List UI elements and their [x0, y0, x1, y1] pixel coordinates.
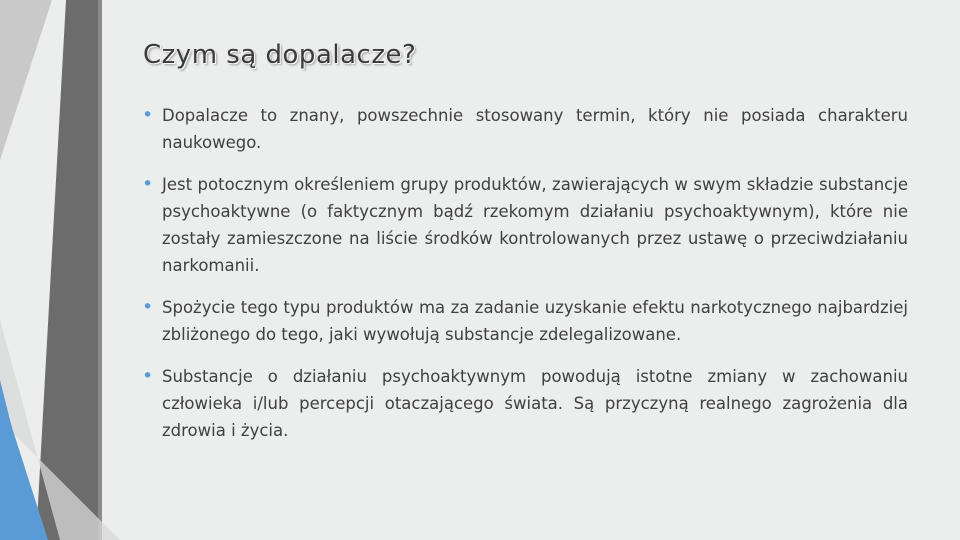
bullet-marker: • — [142, 173, 154, 195]
bullet-text: Spożycie tego typu produktów ma za zadanie uzyskanie efektu narkotycznego najbardziej zbliżonego do tego, jaki wywołują substancje zdelegalizowane. — [162, 298, 908, 344]
light-gray-band — [0, 0, 52, 160]
bullet-marker: • — [142, 365, 154, 387]
slide-title: Czym są dopalacze? — [143, 40, 417, 70]
bullet-item — [142, 171, 908, 279]
bullet-list — [142, 102, 908, 459]
bullet-text: Jest potocznym określeniem grupy produktów, zawierających w swym składzie substancje psychoaktywne (o faktycznym bądź rzekomym działaniu psychoaktywnym), które nie zostały zamieszczone na liście środków kontrolowanych przez ustawę o przeciwdziałaniu narkomanii. — [162, 175, 908, 275]
bullet-item — [142, 102, 908, 156]
bullet-marker: • — [142, 296, 154, 318]
gray-diagonal-band — [98, 0, 102, 540]
bullet-text: Dopalacze to znany, powszechnie stosowany termin, który nie posiada charakteru naukowego. — [162, 106, 908, 152]
bullet-item — [142, 363, 908, 444]
dark-gray-bar — [36, 0, 98, 540]
bullet-text: Substancje o działaniu psychoaktywnym powodują istotne zmiany w zachowaniu człowieka i/lub percepcji otaczającego świata. Są przyczyną realnego zagrożenia dla zdrowia i życia. — [162, 367, 908, 440]
bullet-marker: • — [142, 104, 154, 126]
bullet-item — [142, 294, 908, 348]
